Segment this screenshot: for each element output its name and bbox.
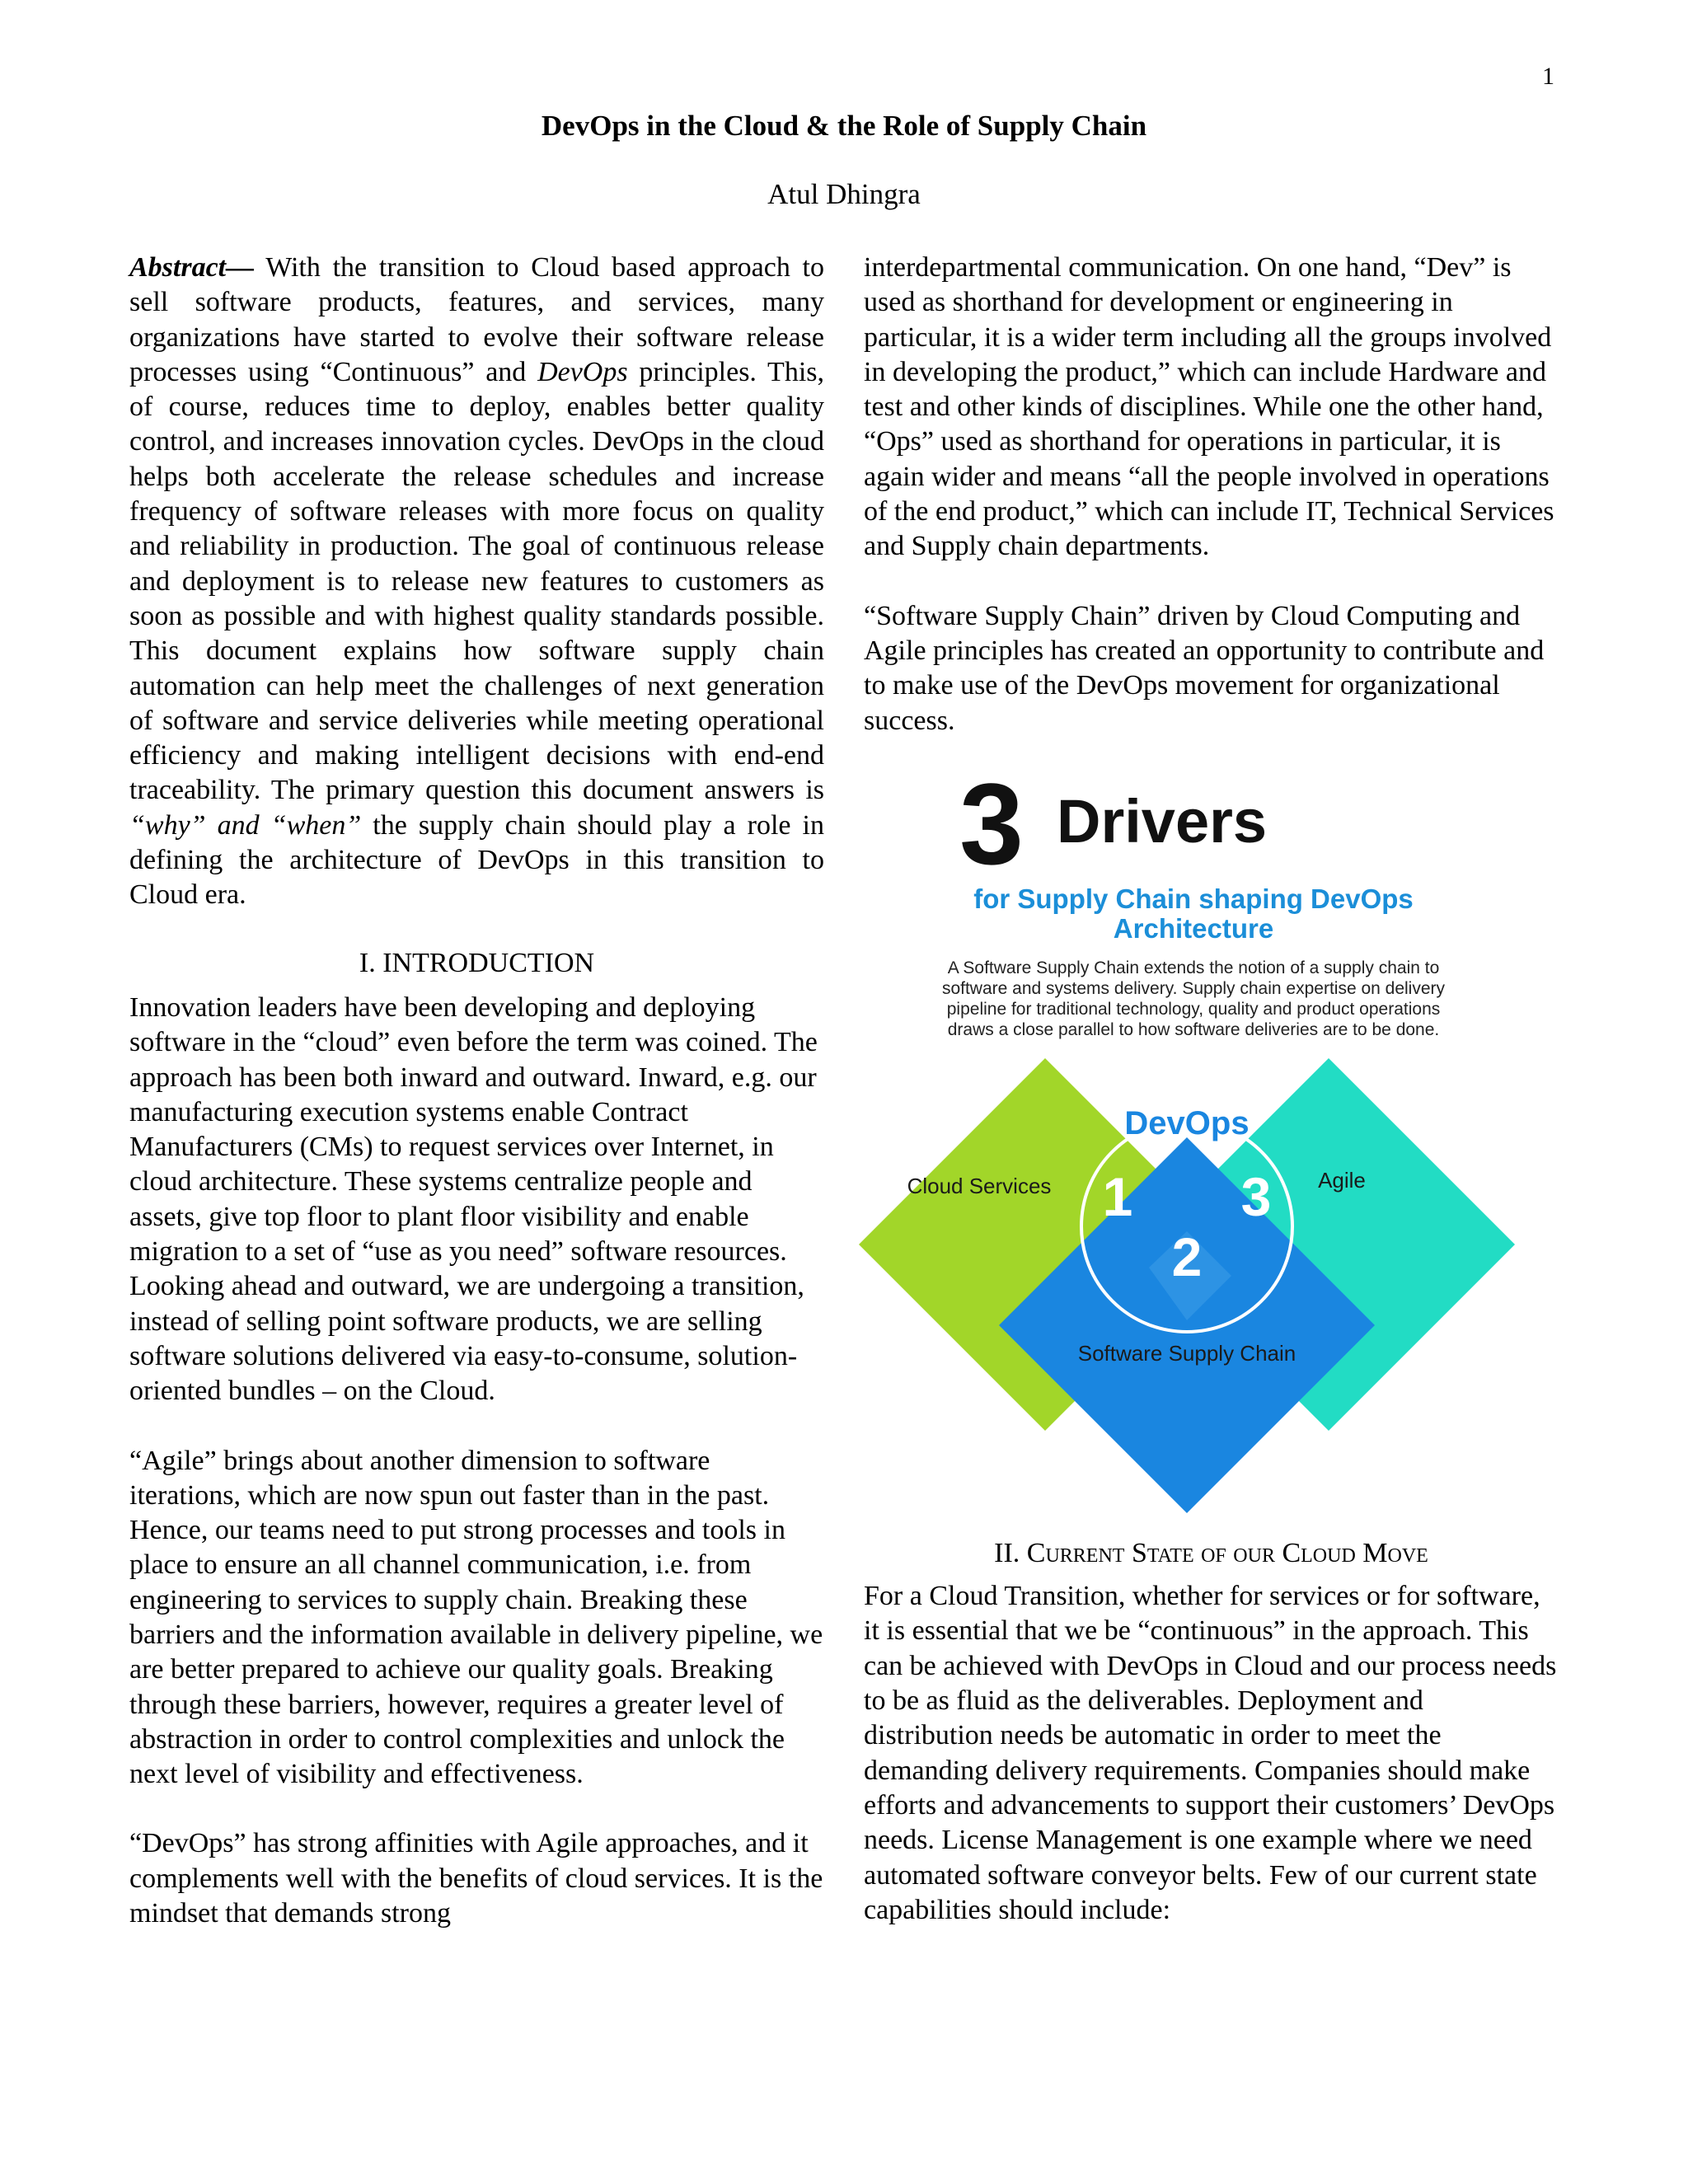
right-column (864, 251, 1559, 1928)
intro-paragraph-1: Innovation leaders have been developing and deploying software in the “cloud” even before the term was coined. The approach has been both inward and outward. Inward, e.g. our manufacturing execution systems enable Contract Manufacturers (CMs) to request services over Internet, in cloud architecture. These systems centralize people and assets, give top floor to plant floor visibility and enable migration to a set of “use as you need” software resources. Looking ahead and outward, we are undergoing a transition, instead of selling point software products, we are selling software solutions delivered via easy-to-consume, solution-oriented bundles – on the Cloud. (129, 991, 818, 1407)
driver-number-3: 3 (1240, 1165, 1272, 1227)
driver-number-2: 2 (1171, 1226, 1203, 1287)
section-heading-introduction: I. INTRODUCTION (359, 947, 595, 978)
software-supply-chain-label: Software Supply Chain (1077, 1340, 1296, 1366)
figure-desc-line1: A Software Supply Chain extends the notion of a supply chain to (947, 958, 1440, 977)
section-heading-current-state: II. Current State of our Cloud Move (994, 1537, 1428, 1568)
figure-big-number: 3 (959, 772, 1024, 888)
abstract (129, 251, 824, 913)
abstract-devops: DevOps (537, 356, 628, 387)
figure-subtitle-line1: for Supply Chain shaping DevOps (973, 883, 1414, 914)
left-column (129, 251, 824, 1931)
intro-paragraph-2: “Agile” brings about another dimension to software iterations, which are now spun out faster than in the past. Hence, our teams need to put strong processes and tools in place to ensure an all channel communication, i.e. from engineering to services to supply chain. Breaking these barriers and the information available in delivery pipeline, we are better prepared to achieve our quality goals. Breaking through these barriers, however, requires a greater level of abstraction in order to control complexities and unlock the next level of visibility and effectiveness. (129, 1445, 823, 1790)
abstract-text-2: principles. This, of course, reduces time to deploy, enables better quality control, and increases innovation cycles. DevOps in the cloud helps both accelerate the release schedules and increase frequency of software releases with more focus on quality and reliability in production. The goal of continuous release and deployment is to release new features to customers as soon as possible and with highest quality standards possible. This document explains how software supply chain automation can help meet the challenges of next generation of software and service deliveries while meeting operational efficiency and making intelligent decisions with end-end traceability. The primary question this document answers is (129, 356, 825, 806)
abstract-text-1: With the transition to Cloud based approach to sell software products, features, and services, many organizations have started to evolve their software release processes using “Continuous” and (129, 252, 824, 387)
three-drivers-figure (856, 773, 1531, 1515)
abstract-label: Abstract— (129, 252, 255, 283)
intro-paragraph-4: “Software Supply Chain” driven by Cloud Computing and Agile principles has created an opportunity to contribute and to make use of the DevOps movement for organizational success. (864, 600, 1545, 736)
agile-label: Agile (1318, 1167, 1366, 1193)
intro-paragraph-3-continued: interdepartmental communication. On one hand, “Dev” is used as shorthand for development or engineering in particular, it is a wider term including all the groups involved in developing the product,” which can include Hardware and test and other kinds of disciplines. While one the other hand, “Ops” used as shorthand for operations in particular, it is again wider and means “all the people involved in operations of the end product,” which can include IT, Technical Services and Supply chain departments. (864, 252, 1554, 562)
figure-desc-line4: draws a close parallel to how software deliveries are to be done. (947, 1019, 1440, 1039)
intro-paragraph-3: “DevOps” has strong affinities with Agile approaches, and it complements well with the benefits of cloud services. It is the mindset that demands strong (129, 1828, 823, 1929)
driver-number-1: 1 (1102, 1165, 1133, 1227)
author-name: Atul Dhingra (767, 178, 921, 210)
figure-desc-line2: software and systems delivery. Supply chain expertise on delivery (941, 978, 1446, 998)
cloud-services-label: Cloud Services (907, 1173, 1052, 1198)
figure-desc-line3: pipeline for traditional technology, quality and product operations (946, 999, 1441, 1019)
figure-subtitle-line2: Architecture (1113, 912, 1274, 944)
abstract-text-3: the supply chain should play a role in defining the architecture of DevOps in this transition to Cloud era. (129, 809, 824, 911)
abstract-why-when: “why” and “when” (129, 809, 362, 841)
devops-center-label: DevOps (1124, 1104, 1250, 1141)
page-number: 1 (1542, 63, 1554, 90)
paper-title: DevOps in the Cloud & the Role of Supply Chain (541, 110, 1147, 142)
current-state-paragraph: For a Cloud Transition, whether for services or for software, it is essential that we be “continuous” in the approach. This can be achieved with DevOps in Cloud and our process needs to be as fluid as the deliverables. Deployment and distribution needs be automatic in order to meet the demanding delivery requirements. Companies should make efforts and advancements to support their customers’ DevOps needs. License Management is one example where we need automated software conveyor belts. Few of our current state capabilities should include: (864, 1581, 1557, 1925)
figure-big-word: Drivers (1057, 786, 1268, 855)
